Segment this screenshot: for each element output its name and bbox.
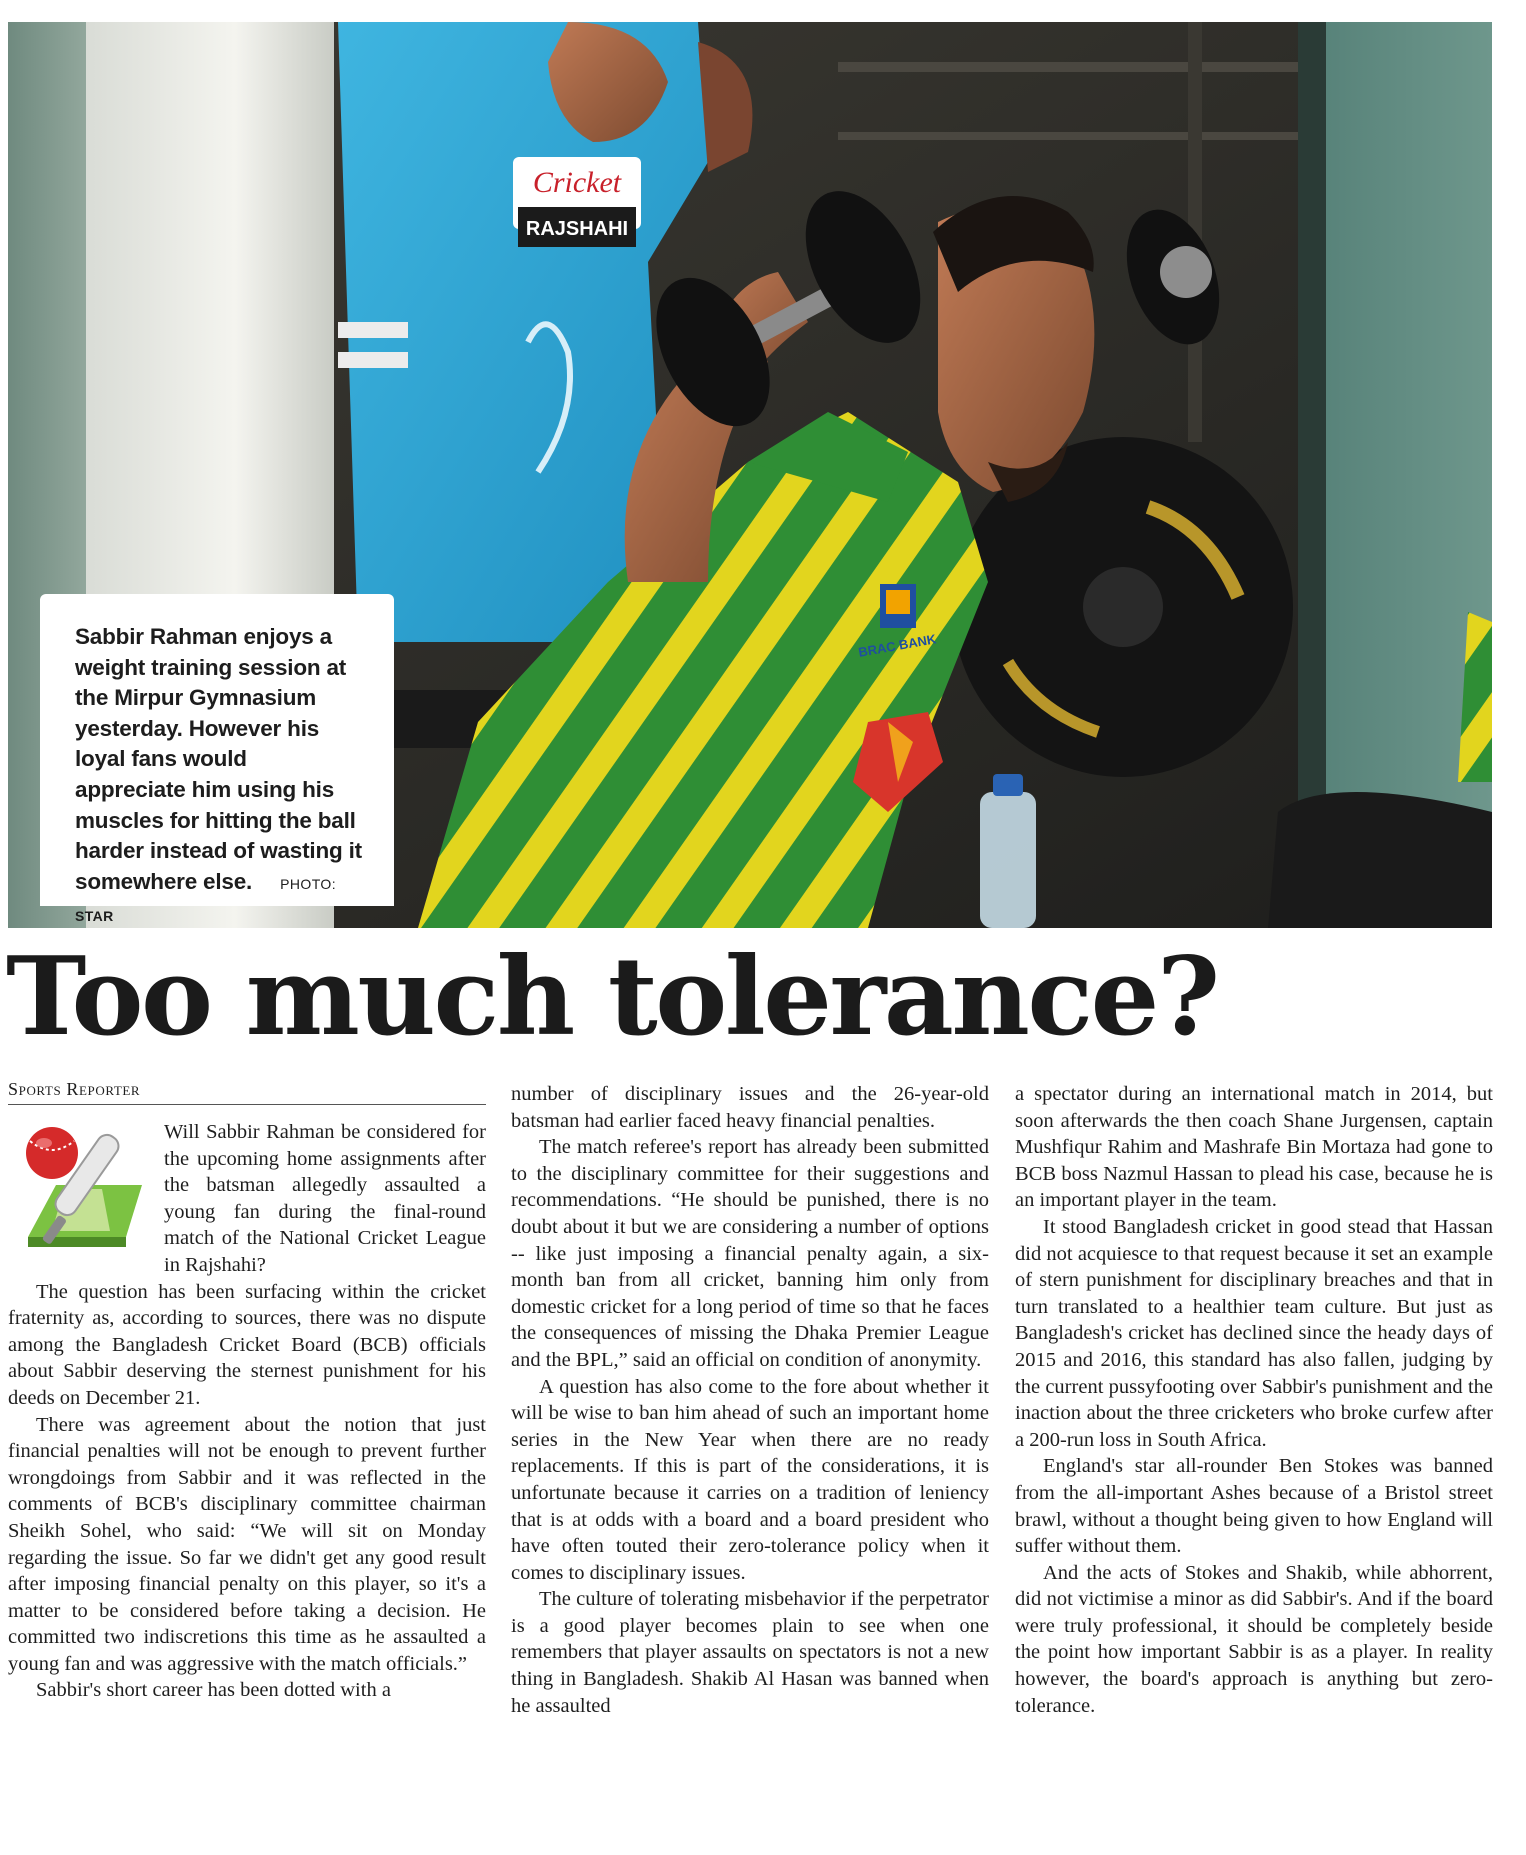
article-byline bbox=[8, 1078, 486, 1105]
article-paragraph: Sabbir's short career has been dotted with a bbox=[36, 1679, 391, 1702]
article-column-3 bbox=[1015, 1081, 1493, 1719]
photo-caption bbox=[75, 622, 362, 932]
article-paragraph: The match referee's report has already been submitted to the disciplinary committee for their suggestions and recommendations. “He should be punished, there is no doubt about it but we are considering a number of options -- like just imposing a financial penalty again, a six-month ban from all cricket, banning him only from domestic cricket for a long period of time so that he faces the consequences of missing the Dhaka Premier League and the BPL,” said an official on condition of anonymity. bbox=[511, 1136, 989, 1371]
svg-text:RAJSHAHI: RAJSHAHI bbox=[525, 218, 629, 240]
svg-text:Cricket: Cricket bbox=[532, 166, 622, 199]
article-paragraph: And the acts of Stokes and Shakib, while abhorrent, did not victimise a minor as did Sabbir's. And if the board were truly professional, it should be completely beside the point how important Sabbir is as a player. In reality however, the board's approach is anything but zero-tolerance. bbox=[1015, 1561, 1493, 1717]
photo-credit-label: PHOTO: bbox=[280, 875, 336, 892]
cricket-ball-icon bbox=[26, 1127, 78, 1179]
article-headline: Too much tolerance? bbox=[6, 934, 1218, 1060]
article-paragraph: There was agreement about the notion that just financial penalties will not be enough to prevent further wrongdoings from Sabbir and it was reflected in the comments of BCB's disciplinary committee chairman Sheikh Sohel, who said: “We will sit on Monday regarding the issue. So far we didn't get any good result after imposing financial penalty on this player, so it's a matter to be considered before taking a decision. He committed two indiscretions this time as he assaulted a young fan and was aggressive with the match officials.” bbox=[8, 1413, 486, 1675]
lead-paragraph-block bbox=[8, 1119, 486, 1279]
photo-caption-text: Sabbir Rahman enjoys a weight training session at the Mirpur Gymnasium yesterday. However his loyal fans would appreciate him using his muscles for hitting the ball harder instead of wasting it somewhere else. bbox=[75, 624, 362, 894]
article-paragraph: number of disciplinary issues and the 26-year-old batsman had earlier faced heavy financial penalties. bbox=[511, 1083, 989, 1132]
photo-caption-box bbox=[40, 594, 394, 925]
svg-text:BRAC BANK: BRAC BANK bbox=[857, 631, 938, 660]
byline-text: Sports Reporter bbox=[8, 1079, 141, 1099]
article-paragraph: The question has been surfacing within the cricket fraternity as, according to sources, there was no dispute among the Bangladesh Cricket Board (BCB) officials about Sabbir deserving the sternest punishment for his deeds on December 21. bbox=[8, 1280, 486, 1409]
article-column-2 bbox=[511, 1081, 989, 1719]
article-paragraph: England's star all-rounder Ben Stokes was banned from the all-important Ashes because of a Bristol street brawl, without a thought being given to how England will suffer without them. bbox=[1015, 1455, 1493, 1558]
article-column-1 bbox=[8, 1078, 486, 1704]
article-paragraph: A question has also come to the fore about whether it will be wise to ban him ahead of such an important home series in the New Year when there are no ready replacements. If this is part of the considerations, it is unfortunate because it carries on a tradition of leniency that is at odds with a board and a board president who have often touted their zero-tolerance policy when it comes to disciplinary issues. bbox=[511, 1375, 989, 1584]
article-paragraph: Will Sabbir Rahman be considered for the upcoming home assignments after the batsman allegedly assaulted a young fan during the final-round match of the National Cricket League in Rajshahi? bbox=[164, 1121, 486, 1276]
article-paragraph: a spectator during an international match in 2014, but soon afterwards the then coach Shane Jurgensen, captain Mushfiqur Rahim and Mashrafe Bin Mortaza had gone to BCB boss Nazmul Hassan to plead his case, because he is an important player in the team. bbox=[1015, 1083, 1493, 1212]
article-paragraph: It stood Bangladesh cricket in good stead that Hassan did not acquiesce to that request because it set an example of stern punishment for disciplinary breaches and that in turn translated to a healthier team culture. But just as Bangladesh's cricket has declined since the heady days of 2015 and 2016, this standard has also fallen, judging by the current pussyfooting over Sabbir's punishment and the inaction about the three cricketers who broke curfew after a 200-run loss in South Africa. bbox=[1015, 1215, 1493, 1451]
photo-credit-source: STAR bbox=[75, 908, 114, 925]
cricket-icon bbox=[14, 1119, 142, 1253]
article-paragraph: The culture of tolerating misbehavior if the perpetrator is a good player becomes plain to see when one remembers that player assaults on spectators is not a new thing in Bangladesh. Shakib Al Hasan was banned when he assaulted bbox=[511, 1588, 989, 1717]
